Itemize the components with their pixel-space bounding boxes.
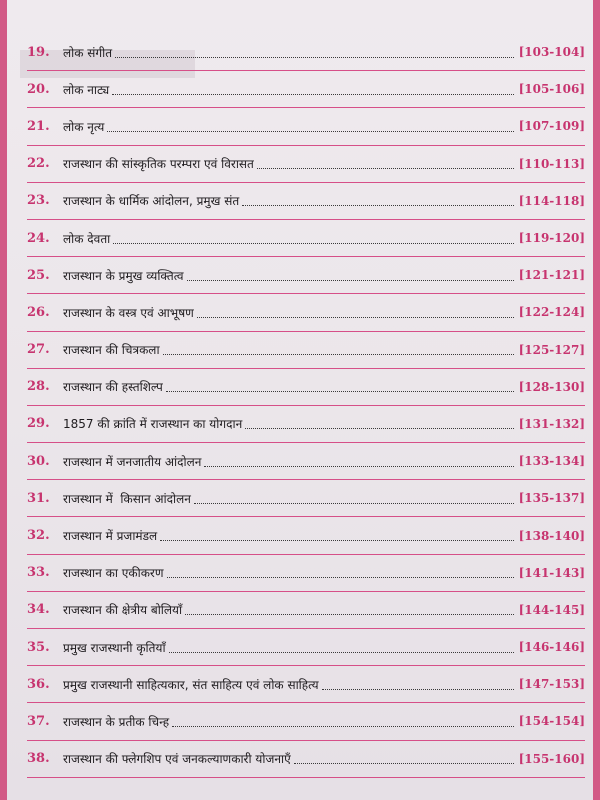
toc-title: लोक देवता bbox=[63, 231, 111, 246]
dot-leader bbox=[160, 539, 513, 541]
toc-title: लोक संगीत bbox=[63, 45, 113, 60]
toc-number: 38. bbox=[27, 751, 50, 767]
toc-pages: [105-106] bbox=[518, 82, 585, 97]
toc-row bbox=[27, 406, 585, 443]
toc-pages: [147-153] bbox=[518, 677, 585, 692]
toc-number: 32. bbox=[27, 528, 50, 544]
toc-number: 37. bbox=[27, 713, 50, 729]
toc-number: 24. bbox=[27, 230, 50, 246]
toc-row bbox=[27, 108, 585, 145]
table-of-contents bbox=[27, 34, 585, 778]
toc-pages: [122-124] bbox=[518, 305, 585, 320]
toc-pages: [154-154] bbox=[518, 714, 585, 729]
dot-leader bbox=[242, 204, 513, 206]
toc-pages: [119-120] bbox=[518, 231, 585, 246]
toc-number: 27. bbox=[27, 342, 50, 358]
toc-title: राजस्थान में प्रजामंडल bbox=[63, 529, 158, 544]
toc-number: 35. bbox=[27, 639, 50, 655]
toc-row bbox=[27, 443, 585, 480]
toc-number: 20. bbox=[27, 81, 50, 97]
toc-row bbox=[27, 480, 585, 517]
toc-title: राजस्थान के वस्त्र एवं आभूषण bbox=[63, 305, 194, 320]
dot-leader bbox=[112, 93, 513, 95]
toc-row bbox=[27, 369, 585, 406]
toc-title: राजस्थान की क्षेत्रीय बोलियाँ bbox=[63, 603, 183, 618]
toc-number: 26. bbox=[27, 304, 50, 320]
toc-title: प्रमुख राजस्थानी साहित्यकार, संत साहित्य एवं लोक साहित्य bbox=[63, 677, 319, 692]
dot-leader bbox=[194, 502, 514, 504]
toc-pages: [121-121] bbox=[518, 268, 585, 283]
toc-pages: [155-160] bbox=[518, 751, 585, 766]
toc-row bbox=[27, 517, 585, 554]
dot-leader bbox=[169, 651, 514, 653]
toc-number: 19. bbox=[27, 44, 50, 60]
toc-pages: [131-132] bbox=[518, 416, 585, 431]
toc-pages: [135-137] bbox=[518, 491, 585, 506]
toc-number: 31. bbox=[27, 490, 50, 506]
toc-row bbox=[27, 666, 585, 703]
toc-number: 25. bbox=[27, 267, 50, 283]
toc-pages: [107-109] bbox=[518, 119, 585, 134]
toc-title: लोक नृत्य bbox=[63, 119, 105, 134]
toc-pages: [146-146] bbox=[518, 640, 585, 655]
dot-leader bbox=[163, 353, 514, 355]
dot-leader bbox=[197, 316, 514, 318]
toc-title: राजस्थान की चित्रकला bbox=[63, 343, 160, 358]
toc-title: राजस्थान की सांस्कृतिक परम्परा एवं विरासत bbox=[63, 157, 254, 172]
toc-pages: [125-127] bbox=[518, 342, 585, 357]
dot-leader bbox=[185, 613, 513, 615]
toc-title: राजस्थान के प्रतीक चिन्ह bbox=[63, 714, 170, 729]
dot-leader bbox=[172, 725, 513, 727]
toc-pages: [141-143] bbox=[518, 565, 585, 580]
dot-leader bbox=[204, 465, 513, 467]
toc-pages: [103-104] bbox=[518, 45, 585, 60]
toc-row bbox=[27, 146, 585, 183]
toc-title: 1857 की क्रांति में राजस्थान का योगदान bbox=[63, 417, 243, 432]
toc-row bbox=[27, 741, 585, 778]
toc-title: राजस्थान की फ्लेगशिप एवं जनकल्याणकारी योजनाएँ bbox=[63, 752, 291, 767]
toc-pages: [114-118] bbox=[518, 193, 585, 208]
toc-pages: [144-145] bbox=[518, 602, 585, 617]
toc-row bbox=[27, 257, 585, 294]
dot-leader bbox=[167, 576, 514, 578]
toc-pages: [138-140] bbox=[518, 528, 585, 543]
dot-leader bbox=[245, 427, 513, 429]
toc-title: प्रमुख राजस्थानी कृतियाँ bbox=[63, 640, 166, 655]
toc-pages: [133-134] bbox=[518, 454, 585, 469]
toc-title: लोक नाट्य bbox=[63, 82, 110, 97]
toc-number: 22. bbox=[27, 156, 50, 172]
toc-row bbox=[27, 332, 585, 369]
toc-title: राजस्थान में किसान आंदोलन bbox=[63, 491, 191, 506]
toc-number: 34. bbox=[27, 602, 50, 618]
dot-leader bbox=[115, 56, 513, 58]
toc-row bbox=[27, 183, 585, 220]
toc-number: 28. bbox=[27, 379, 50, 395]
toc-title: राजस्थान का एकीकरण bbox=[63, 566, 164, 581]
dot-leader bbox=[113, 242, 513, 244]
toc-row bbox=[27, 629, 585, 666]
toc-row bbox=[27, 294, 585, 331]
toc-number: 29. bbox=[27, 416, 50, 432]
dot-leader bbox=[257, 167, 514, 169]
toc-number: 23. bbox=[27, 193, 50, 209]
dot-leader bbox=[166, 390, 514, 392]
toc-title: राजस्थान में जनजातीय आंदोलन bbox=[63, 454, 202, 469]
toc-pages: [110-113] bbox=[518, 156, 585, 171]
dot-leader bbox=[187, 279, 514, 281]
toc-number: 33. bbox=[27, 565, 50, 581]
toc-title: राजस्थान के प्रमुख व्यक्तित्व bbox=[63, 268, 184, 283]
toc-row bbox=[27, 555, 585, 592]
dot-leader bbox=[322, 688, 514, 690]
toc-title: राजस्थान के धार्मिक आंदोलन, प्रमुख संत bbox=[63, 194, 240, 209]
dot-leader bbox=[107, 130, 513, 132]
toc-pages: [128-130] bbox=[518, 379, 585, 394]
dot-leader bbox=[294, 762, 514, 764]
toc-row bbox=[27, 71, 585, 108]
toc-row bbox=[27, 592, 585, 629]
toc-row bbox=[27, 220, 585, 257]
toc-number: 21. bbox=[27, 118, 50, 134]
toc-row bbox=[27, 34, 585, 71]
toc-number: 30. bbox=[27, 453, 50, 469]
toc-row bbox=[27, 703, 585, 740]
toc-title: राजस्थान की हस्तशिल्प bbox=[63, 380, 163, 395]
toc-number: 36. bbox=[27, 676, 50, 692]
